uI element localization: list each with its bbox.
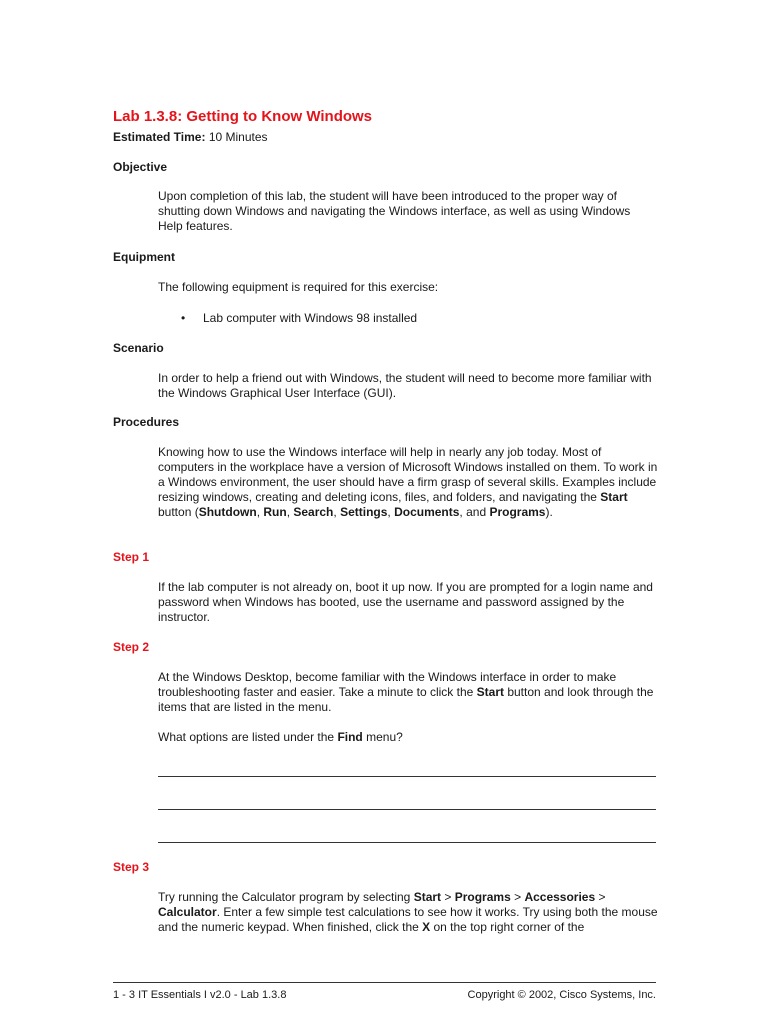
estimated-time-label: Estimated Time: (113, 130, 206, 144)
documents-term: Documents (394, 505, 460, 519)
step-2-text: At the Windows Desktop, become familiar with the Windows interface in order to make troubleshooting faster and easier. Take a minute to click the Start button and look through the items that are listed in the menu. (158, 670, 654, 714)
answer-line-3[interactable] (158, 842, 656, 843)
step-2-heading: Step 2 (113, 640, 150, 654)
estimated-time (113, 130, 268, 145)
find-term: Find (337, 730, 363, 744)
step-2-question: What options are listed under the Find menu? (158, 730, 403, 744)
answer-line-2[interactable] (158, 809, 656, 810)
equipment-item-text: Lab computer with Windows 98 installed (203, 311, 418, 325)
bullet-icon: • (181, 311, 186, 325)
calculator-term: Calculator (158, 905, 217, 919)
step-1-heading: Step 1 (113, 550, 150, 564)
footer-divider (113, 982, 656, 983)
objective-heading: Objective (113, 160, 168, 174)
accessories-term: Accessories (524, 890, 596, 904)
step-3-heading: Step 3 (113, 860, 150, 874)
equipment-list-item (181, 311, 417, 326)
start-term: Start (476, 685, 504, 699)
scenario-heading: Scenario (113, 341, 164, 355)
equipment-intro: The following equipment is required for this exercise: (158, 280, 439, 294)
equipment-heading: Equipment (113, 250, 175, 264)
shutdown-term: Shutdown (198, 505, 257, 519)
step-3-text: Try running the Calculator program by selecting Start > Programs > Accessories > Calculator. Enter a few simple test calculations to see how it works. Try using both the mouse and the numeric keypad. When finished, click the X on the top right corner of the (158, 890, 658, 934)
footer-copyright: Copyright © 2002, Cisco Systems, Inc. (467, 989, 656, 1001)
run-term: Run (263, 505, 287, 519)
scenario-text: In order to help a friend out with Windows, the student will need to become more familiar with the Windows Graphical User Interface (GUI). (158, 371, 652, 400)
start-term: Start (413, 890, 442, 904)
step-1-text: If the lab computer is not already on, boot it up now. If you are prompted for a login name and password when Windows has booted, use the username and password assigned by the instructor. (158, 580, 653, 624)
objective-text: Upon completion of this lab, the student will have been introduced to the proper way of shutting down Windows and navigating the Windows interface, as well as using Windows Help features. (158, 189, 631, 233)
procedures-heading: Procedures (113, 415, 180, 429)
lab-title: Lab 1.3.8: Getting to Know Windows (113, 108, 373, 125)
search-term: Search (293, 505, 334, 519)
start-term: Start (600, 490, 628, 504)
programs-term: Programs (489, 505, 546, 519)
programs-term: Programs (454, 890, 511, 904)
answer-line-1[interactable] (158, 776, 656, 777)
x-term: X (422, 920, 431, 934)
footer-page-info: 1 - 3 IT Essentials I v2.0 - Lab 1.3.8 (113, 989, 287, 1001)
settings-term: Settings (340, 505, 388, 519)
procedures-text: Knowing how to use the Windows interface will help in nearly any job today. Most of computers in the workplace have a version of Microsoft Windows installed on them. To work in a Windows environment, the user should have a firm grasp of several skills. Examples include resizing windows, creating and deleting icons, files, and folders, and navigating the Start button (Shutdown, Run, Search, Settings, Documents, and Programs). (158, 445, 658, 519)
estimated-time-value: 10 Minutes (205, 130, 268, 144)
